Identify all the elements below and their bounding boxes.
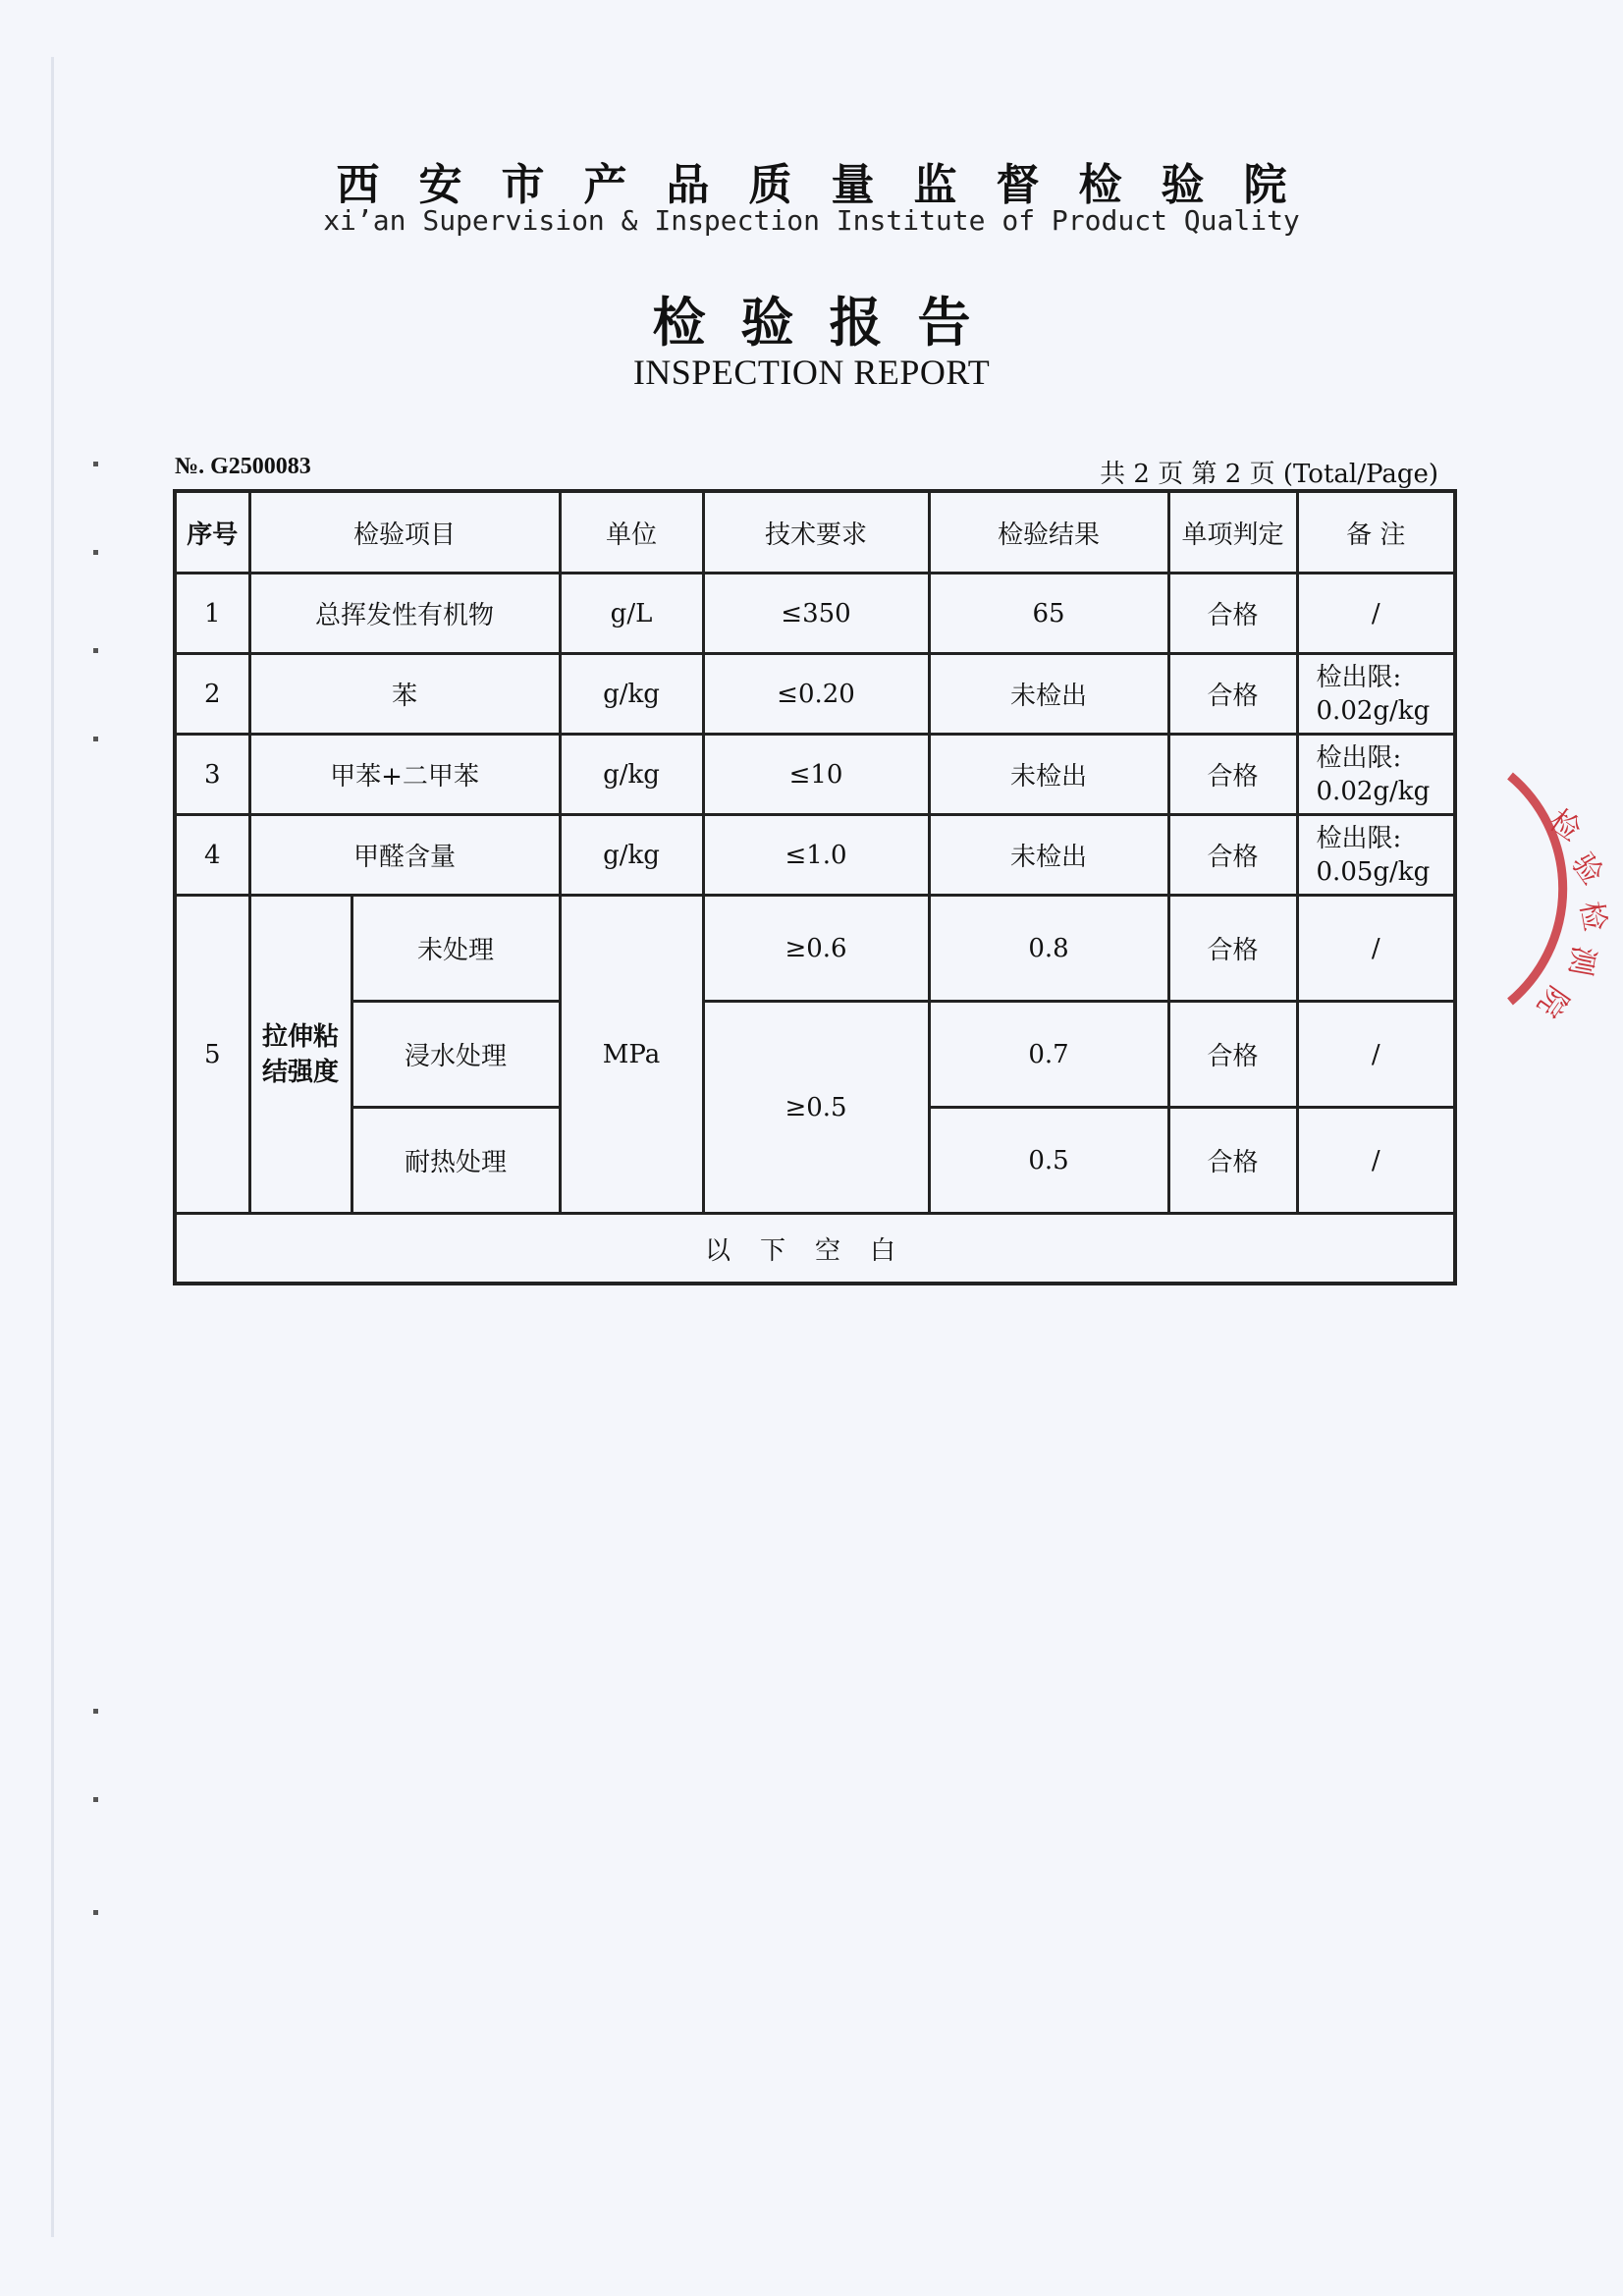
sub-remark: / [1297,1108,1455,1214]
svg-text:验: 验 [1564,847,1610,892]
sub-item-name: 未处理 [352,896,560,1002]
remark-value: 0.02g/kg [1316,695,1431,726]
sub-verdict: 合格 [1168,1108,1297,1214]
row-verdict: 合格 [1168,735,1297,815]
sub-result: 0.8 [929,896,1168,1002]
row-result: 未检出 [929,654,1168,735]
scan-speck [93,737,98,741]
svg-text:院: 院 [1530,979,1576,1024]
header-requirement: 技术要求 [703,491,929,574]
header-result: 检验结果 [929,491,1168,574]
sub-item-name: 浸水处理 [352,1002,560,1108]
table-end-row [175,1214,1455,1285]
row-verdict: 合格 [1168,815,1297,896]
report-number: №. G2500083 [175,454,311,479]
remark-value: 0.05g/kg [1316,856,1431,887]
page-indicator: 共 2 页 第 2 页 (Total/Page) [1100,460,1438,489]
scan-speck [93,1709,98,1714]
svg-text:测: 测 [1561,943,1601,979]
group-seq: 5 [175,896,249,1214]
row-item: 甲醛含量 [249,815,560,896]
row-unit: g/kg [560,654,703,735]
organization-name-en: xi’an Supervision & Inspection Institute of Product Quality [323,204,1300,237]
group-item: 拉伸粘结强度 [249,896,352,1214]
header-remark: 备 注 [1297,491,1455,574]
row-item: 甲苯+二甲苯 [249,735,560,815]
scan-speck [93,550,98,555]
table-row [175,574,1455,654]
sub-item-name: 耐热处理 [352,1108,560,1214]
row-remark [1297,735,1455,815]
row-seq: 4 [175,815,249,896]
report-title-en: INSPECTION REPORT [632,353,991,392]
organization-name-cn: 西安市产品质量监督检验院 [336,160,1326,210]
official-seal-stamp [1490,756,1623,1024]
row-verdict: 合格 [1168,654,1297,735]
row-result: 未检出 [929,815,1168,896]
row-remark [1297,654,1455,735]
sub-requirement: ≥0.5 [703,1002,929,1214]
scan-speck [93,648,98,653]
table-row [175,1002,1455,1108]
group-unit: MPa [560,896,703,1214]
row-requirement: ≤1.0 [703,815,929,896]
row-requirement: ≤0.20 [703,654,929,735]
row-unit: g/kg [560,735,703,815]
scan-speck [93,1910,98,1915]
header-unit: 单位 [560,491,703,574]
remark-label: 检出限: [1316,742,1402,773]
sub-requirement: ≥0.6 [703,896,929,1002]
header-seq: 序号 [175,491,249,574]
row-item: 总挥发性有机物 [249,574,560,654]
row-item: 苯 [249,654,560,735]
remark-label: 检出限: [1316,823,1402,853]
remark-value: 0.02g/kg [1316,776,1431,806]
row-requirement: ≤10 [703,735,929,815]
sub-remark: / [1297,896,1455,1002]
end-of-table-text: 以下空白 [175,1214,1455,1285]
table-row [175,815,1455,896]
remark-label: 检出限: [1316,662,1402,692]
scan-speck [93,462,98,466]
row-result: 未检出 [929,735,1168,815]
row-requirement: ≤350 [703,574,929,654]
table-row [175,735,1455,815]
row-unit: g/kg [560,815,703,896]
table-row [175,896,1455,1002]
row-seq: 3 [175,735,249,815]
sub-result: 0.7 [929,1002,1168,1108]
row-seq: 1 [175,574,249,654]
report-title-cn: 检验报告 [652,291,1006,354]
svg-text:检: 检 [1573,899,1612,934]
row-verdict: 合格 [1168,574,1297,654]
row-remark [1297,815,1455,896]
row-seq: 2 [175,654,249,735]
sub-verdict: 合格 [1168,1002,1297,1108]
svg-text:检: 检 [1542,802,1588,848]
sub-verdict: 合格 [1168,896,1297,1002]
sub-result: 0.5 [929,1108,1168,1214]
header-verdict: 单项判定 [1168,491,1297,574]
table-row [175,654,1455,735]
header-item: 检验项目 [249,491,560,574]
sub-remark: / [1297,1002,1455,1108]
scan-speck [93,1797,98,1802]
table-header-row [175,491,1455,574]
inspection-table [173,489,1457,1285]
row-remark: / [1297,574,1455,654]
row-unit: g/L [560,574,703,654]
row-result: 65 [929,574,1168,654]
